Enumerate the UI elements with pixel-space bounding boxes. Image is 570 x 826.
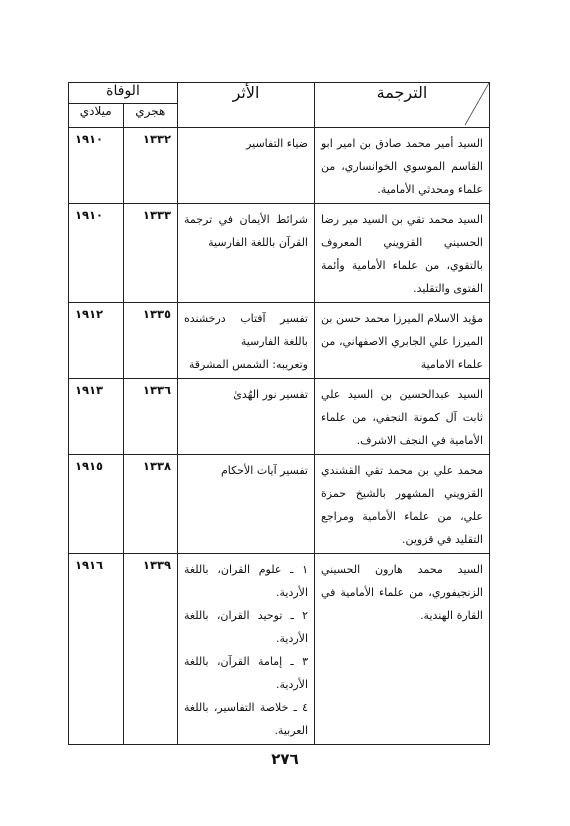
- biography-table: [68, 82, 490, 745]
- work-cell: [178, 554, 315, 745]
- hijri-year: ١٣٣٨: [142, 459, 171, 473]
- gregorian-cell: [69, 379, 124, 455]
- person-cell: [315, 554, 490, 745]
- hijri-cell: [123, 128, 178, 204]
- gregorian-year: ١٩١٣: [75, 383, 104, 397]
- person-cell: [315, 455, 490, 554]
- work-text: تفسير آفتاب درخشنده باللغة الفارسية: [184, 312, 308, 348]
- header-person: [315, 83, 490, 128]
- work-text: شرائط الأيمان في ترجمة القرآن باللغة الفارسية: [184, 213, 308, 249]
- gregorian-cell: [69, 455, 124, 554]
- header-hijri: هجري: [123, 104, 178, 128]
- gregorian-cell: [69, 554, 124, 745]
- work-cell: [178, 455, 315, 554]
- table-row: [69, 554, 490, 745]
- gregorian-year: ١٩١٦: [75, 558, 104, 572]
- hijri-year: ١٣٣٥: [142, 307, 171, 321]
- hijri-cell: [123, 204, 178, 303]
- person-cell: [315, 128, 490, 204]
- work-list-item: ١ ـ علوم القران، باللغة الأردية.: [184, 563, 308, 599]
- gregorian-cell: [69, 303, 124, 379]
- hijri-year: ١٣٣٢: [142, 132, 171, 146]
- table-row: [69, 303, 490, 379]
- hijri-year: ١٣٣٣: [142, 208, 171, 222]
- hijri-year: ١٣٣٩: [142, 558, 171, 572]
- person-cell: [315, 303, 490, 379]
- work-cell: [178, 303, 315, 379]
- work-list-item: ٣ ـ إمامة القرآن، باللغة الأردية.: [184, 655, 308, 691]
- person-text: السيد محمد هارون الحسيني الزنجيفوري، من علماء الأمامية في القارة الهندية.: [321, 563, 483, 622]
- work-cell: [178, 204, 315, 303]
- header-person-label: الترجمة: [376, 83, 428, 102]
- work-cell: [178, 379, 315, 455]
- gregorian-cell: [69, 128, 124, 204]
- person-cell: [315, 379, 490, 455]
- person-text: مؤيد الاسلام الميرزا محمد حسن بن الميرزا علي الجابري الاصفهاني، من علماء الامامية: [321, 312, 483, 371]
- person-text: السيد محمد تقي بن السيد مير رضا الحسيني القزويني المعروف بالتقوي، من علماء الأمامية وأئمة الفتوى والتقليد.: [321, 213, 483, 295]
- table-row: [69, 204, 490, 303]
- header-death: الوفاة: [69, 83, 178, 104]
- gregorian-year: ١٩١٠: [75, 208, 104, 222]
- hijri-cell: [123, 455, 178, 554]
- work-text: تفسير آيات الأحكام: [220, 464, 308, 477]
- hijri-cell: [123, 303, 178, 379]
- work-text: تفسير نور الهُدىٰ: [233, 388, 308, 401]
- work-list-item: ٤ ـ خلاصة التفاسير، باللغة العربية.: [184, 701, 308, 737]
- work-cell: [178, 128, 315, 204]
- person-text: محمد علي بن محمد تقي القشندي القزويني المشهور بالشيخ حمزة علي، من علماء الأمامية ومراجع التقليد في قزوين.: [321, 464, 483, 546]
- header-gregorian: ميلادي: [69, 104, 124, 128]
- person-text: السيد أمير محمد صادق بن امير ابو القاسم الموسوي الخوانساري، من علماء ومحدثي الأمامية.: [321, 137, 483, 196]
- person-cell: [315, 204, 490, 303]
- person-text: السيد عبدالحسين بن السيد علي ثابت آل كمونة النجفي، من علماء الأمامية في النجف الاشرف.: [321, 388, 483, 447]
- work-text: ضياء التفاسير: [246, 137, 308, 150]
- work-list-item: ٢ ـ توحيد القران، باللغة الأردية.: [184, 609, 308, 645]
- gregorian-year: ١٩١٠: [75, 132, 104, 146]
- table-row: [69, 455, 490, 554]
- gregorian-cell: [69, 204, 124, 303]
- hijri-cell: [123, 379, 178, 455]
- page-number: ٢٧٦: [271, 750, 299, 768]
- work-text: وتعريبه: الشمس المشرقة: [188, 358, 308, 371]
- table-row: [69, 379, 490, 455]
- header-diagonal-line: [315, 83, 489, 127]
- gregorian-year: ١٩١٢: [75, 307, 104, 321]
- table-row: [69, 128, 490, 204]
- gregorian-year: ١٩١٥: [75, 459, 104, 473]
- hijri-cell: [123, 554, 178, 745]
- header-work: الأثر: [178, 83, 315, 128]
- hijri-year: ١٣٣٦: [142, 383, 171, 397]
